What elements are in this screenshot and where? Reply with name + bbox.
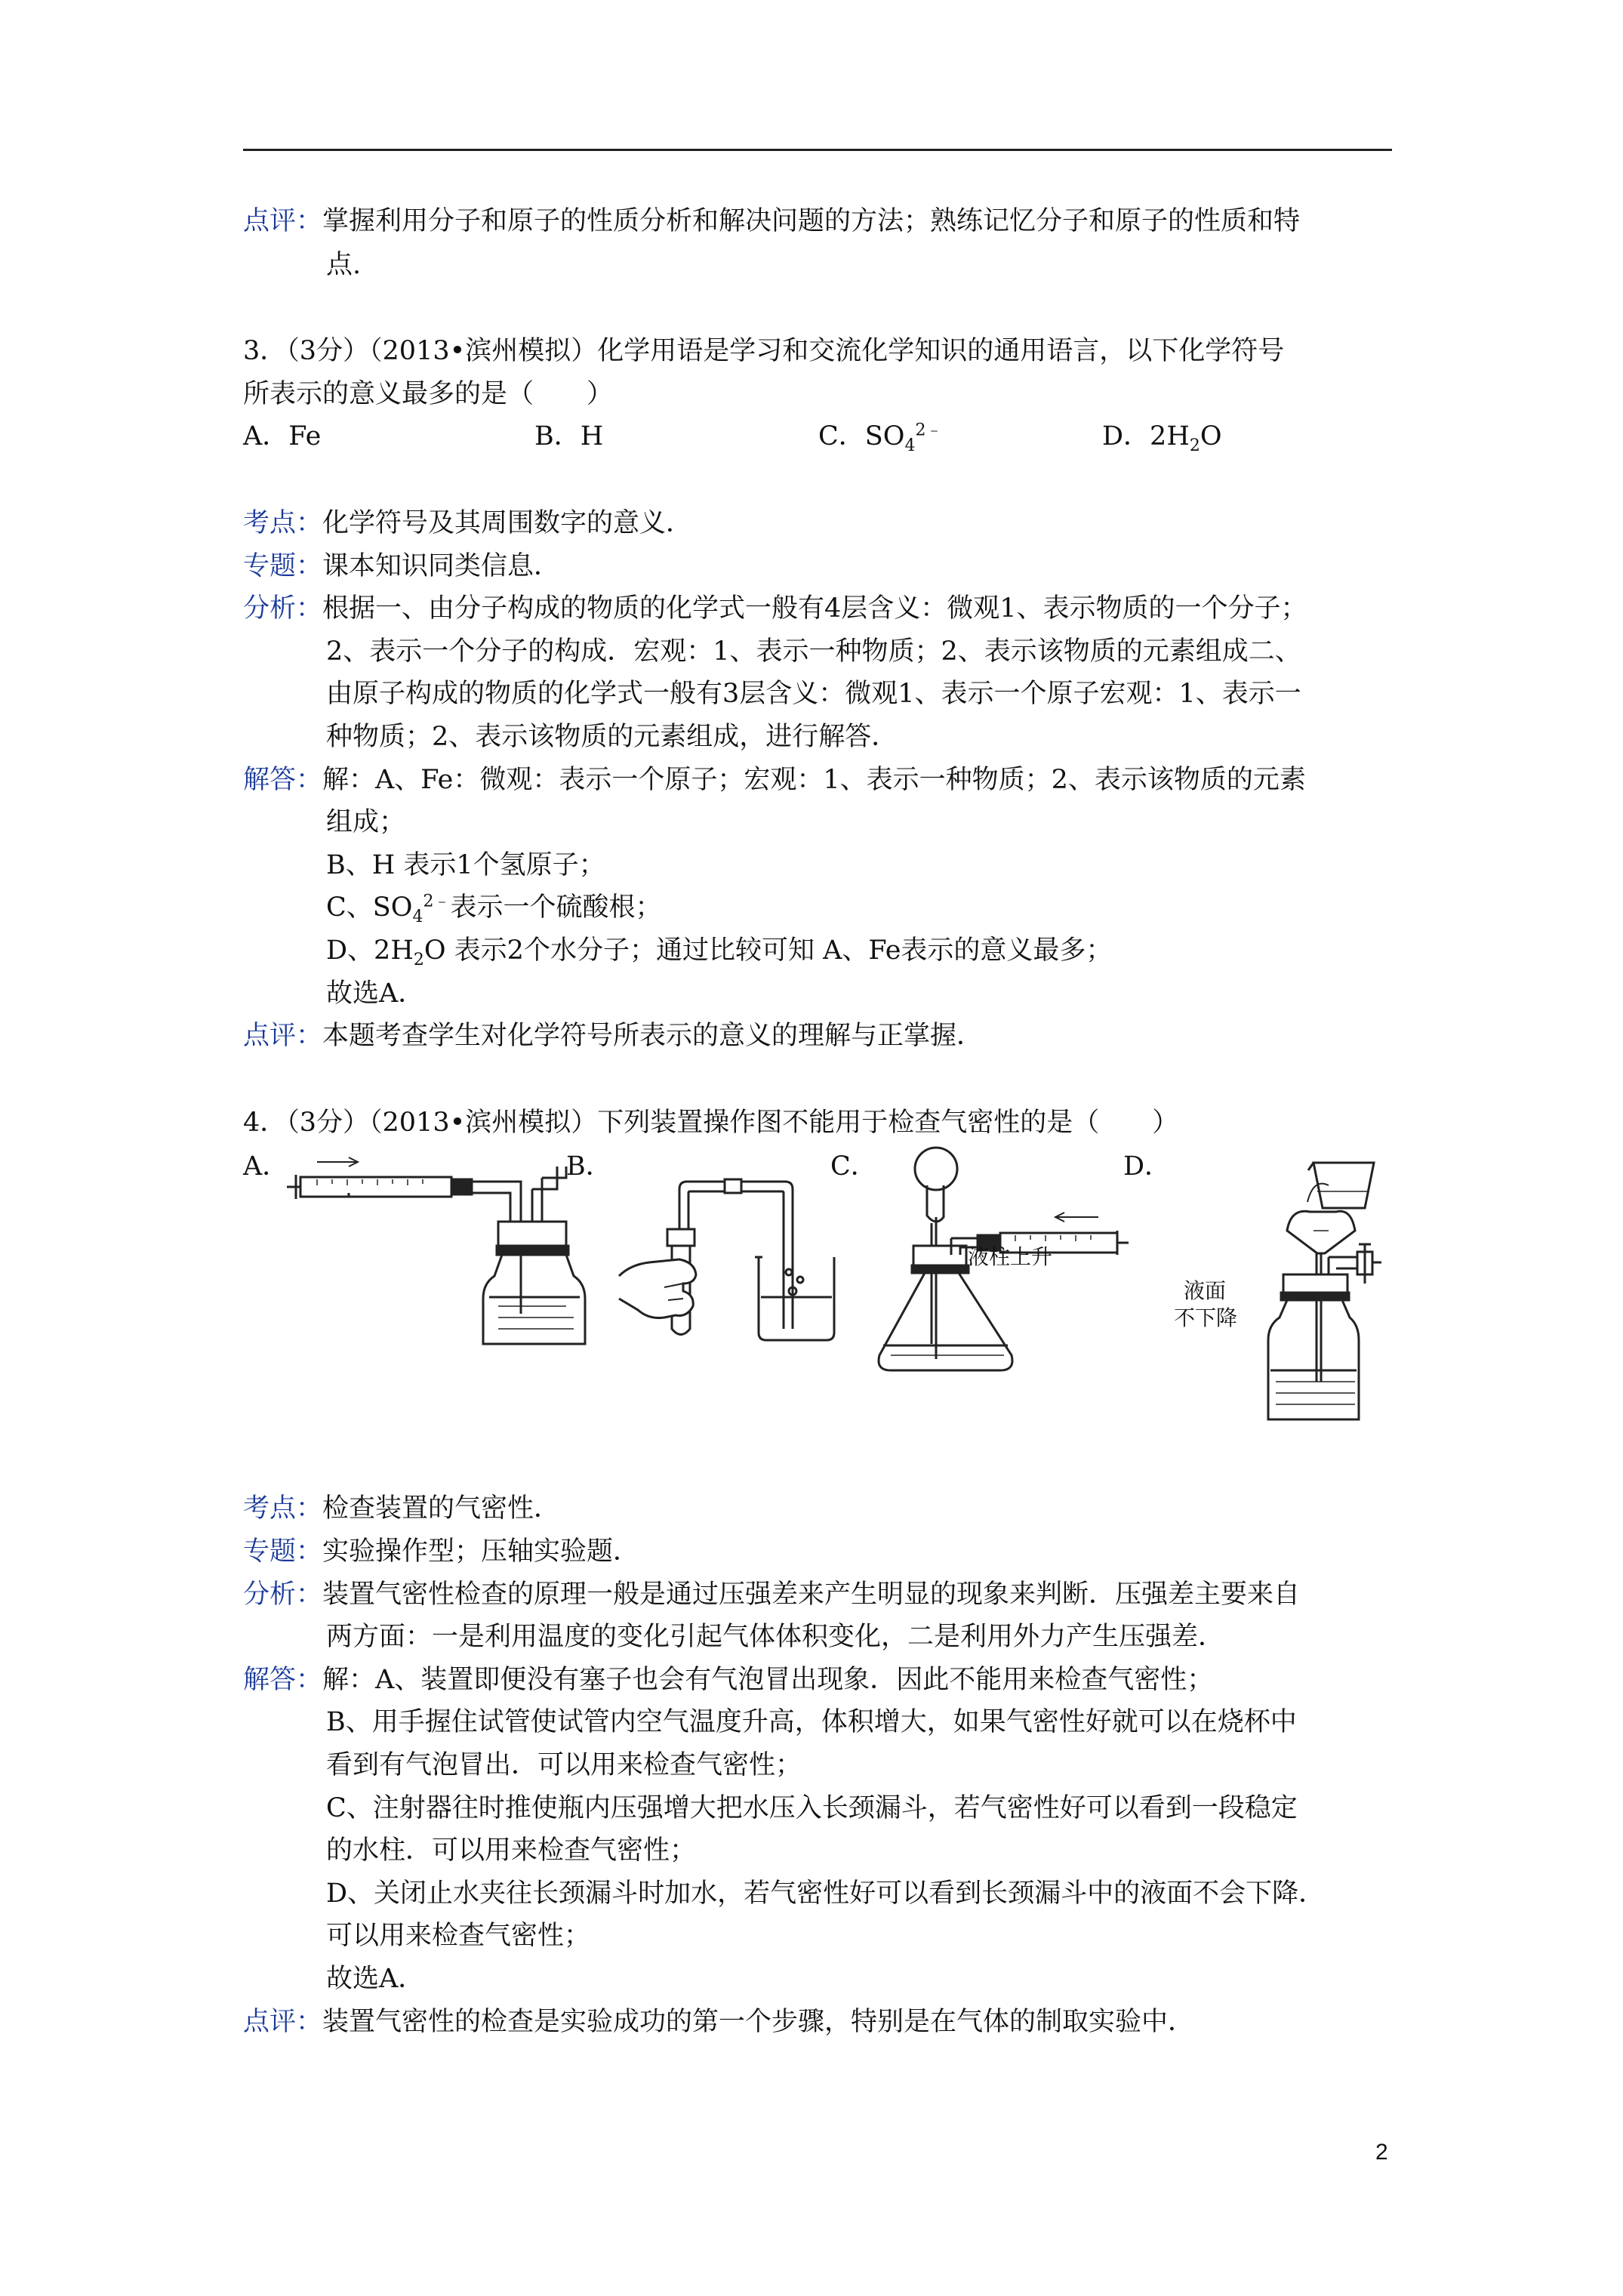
q3-zhuanti: 专题：课本知识同类信息． bbox=[243, 551, 561, 581]
q4-kaodian: 考点：检查装置的气密性． bbox=[243, 1493, 561, 1524]
q4-fenxi-2: 两方面：一是利用温度的变化引起气体体积变化，二是利用外力产生压强差． bbox=[326, 1622, 1225, 1652]
q3-stem-line-1: 3．（3分）（2013•滨州模拟）化学用语是学习和交流化学知识的通用语言，以下化学符号 bbox=[243, 336, 1285, 366]
review-text: 掌握利用分子和原子的性质分析和解决问题的方法；熟练记忆分子和原子的性质和特 bbox=[322, 206, 1301, 236]
q4-fig-label-d: D． bbox=[1123, 1151, 1172, 1182]
q3-option-a: A．Fe bbox=[243, 421, 322, 451]
q3-jieda-1: 解答：解：A、Fe：微观：表示一个原子；宏观：1、表示一种物质；2、表示该物质的元素 bbox=[243, 765, 1306, 795]
q4-zhuanti: 专题：实验操作型；压轴实验题． bbox=[243, 1536, 640, 1567]
q3-fenxi-1: 分析：根据一、由分子构成的物质的化学式一般有4层含义：微观1、表示物质的一个分子； bbox=[243, 593, 1307, 624]
q4-jieda-8: 故选A． bbox=[326, 1964, 425, 1994]
fig-d-label-1: 液面 bbox=[1184, 1278, 1227, 1303]
q4-fenxi-1: 分析：装置气密性检查的原理一般是通过压强差来产生明显的现象来判断．压强差主要来自 bbox=[243, 1579, 1301, 1610]
figure-b-testtube-beaker bbox=[619, 1179, 834, 1340]
q4-jieda-4: C、注射器往时推使瓶内压强增大把水压入长颈漏斗，若气密性好可以看到一段稳定 bbox=[326, 1793, 1298, 1823]
q4-fig-label-c: C． bbox=[830, 1151, 877, 1182]
q2-review-line-2: 点. bbox=[326, 250, 362, 280]
page-number: 2 bbox=[1375, 2140, 1388, 2165]
q3-option-c: C．$SO_4^{2﹣}$ bbox=[818, 421, 943, 455]
q3-stem-line-2: 所表示的意义最多的是（ ） bbox=[243, 379, 614, 409]
q4-jieda-6: D、关闭止水夹往长颈漏斗时加水，若气密性好可以看到长颈漏斗中的液面不会下降． bbox=[326, 1878, 1326, 1909]
q4-fig-label-b: B． bbox=[566, 1151, 612, 1182]
q3-jieda-6: 故选A． bbox=[326, 978, 425, 1009]
q4-fig-label-a: A． bbox=[243, 1151, 289, 1182]
q3-kaodian: 考点：化学符号及其周围数字的意义． bbox=[243, 508, 693, 538]
q3-fenxi-4: 种物质；2、表示该物质的元素组成，进行解答． bbox=[326, 722, 898, 752]
q4-jieda-5: 的水柱．可以用来检查气密性； bbox=[326, 1835, 697, 1866]
q3-option-b: B．H bbox=[534, 421, 604, 451]
q3-jieda-2: 组成； bbox=[326, 807, 406, 837]
q4-stem: 4．（3分）（2013•滨州模拟）下列装置操作图不能用于检查气密性的是（ ） bbox=[243, 1108, 1179, 1138]
q4-jieda-1: 解答：解：A、装置即便没有塞子也会有气泡冒出现象．因此不能用来检查气密性； bbox=[243, 1665, 1214, 1695]
figure-a-syringe-bottle bbox=[287, 1157, 585, 1344]
q3-dianping: 点评：本题考查学生对化学符号所表示的意义的理解与正掌握． bbox=[243, 1021, 984, 1051]
q4-jieda-7: 可以用来检查气密性； bbox=[326, 1921, 591, 1951]
review-label: 点评： bbox=[243, 206, 323, 236]
q3-fenxi-2: 2、表示一个分子的构成．宏观：1、表示一种物质；2、表示该物质的元素组成二、 bbox=[326, 636, 1301, 667]
fig-c-label: 液柱上升 bbox=[968, 1244, 1053, 1269]
figure-d-funnel-bottle bbox=[1268, 1163, 1381, 1419]
q3-jieda-5: D、$2H_2O$ 表示2个水分子；通过比较可知 A、Fe表示的意义最多； bbox=[326, 935, 1113, 969]
q4-dianping: 点评：装置气密性的检查是实验成功的第一个步骤，特别是在气体的制取实验中． bbox=[243, 2007, 1195, 2037]
fig-d-label-2: 不下降 bbox=[1174, 1305, 1238, 1330]
q3-fenxi-3: 由原子构成的物质的化学式一般有3层含义：微观1、表示一个原子宏观：1、表示一 bbox=[326, 679, 1301, 709]
q4-jieda-3: 看到有气泡冒出．可以用来检查气密性； bbox=[326, 1750, 802, 1780]
q3-option-d: D．$2H_2O$ bbox=[1102, 421, 1222, 455]
q3-jieda-4: C、$SO_4^{2﹣}$表示一个硫酸根； bbox=[326, 892, 662, 926]
q3-jieda-3: B、H 表示1个氢原子； bbox=[326, 850, 605, 880]
q4-jieda-2: B、用手握住试管使试管内空气温度升高，体积增大，如果气密性好就可以在烧杯中 bbox=[326, 1707, 1297, 1737]
